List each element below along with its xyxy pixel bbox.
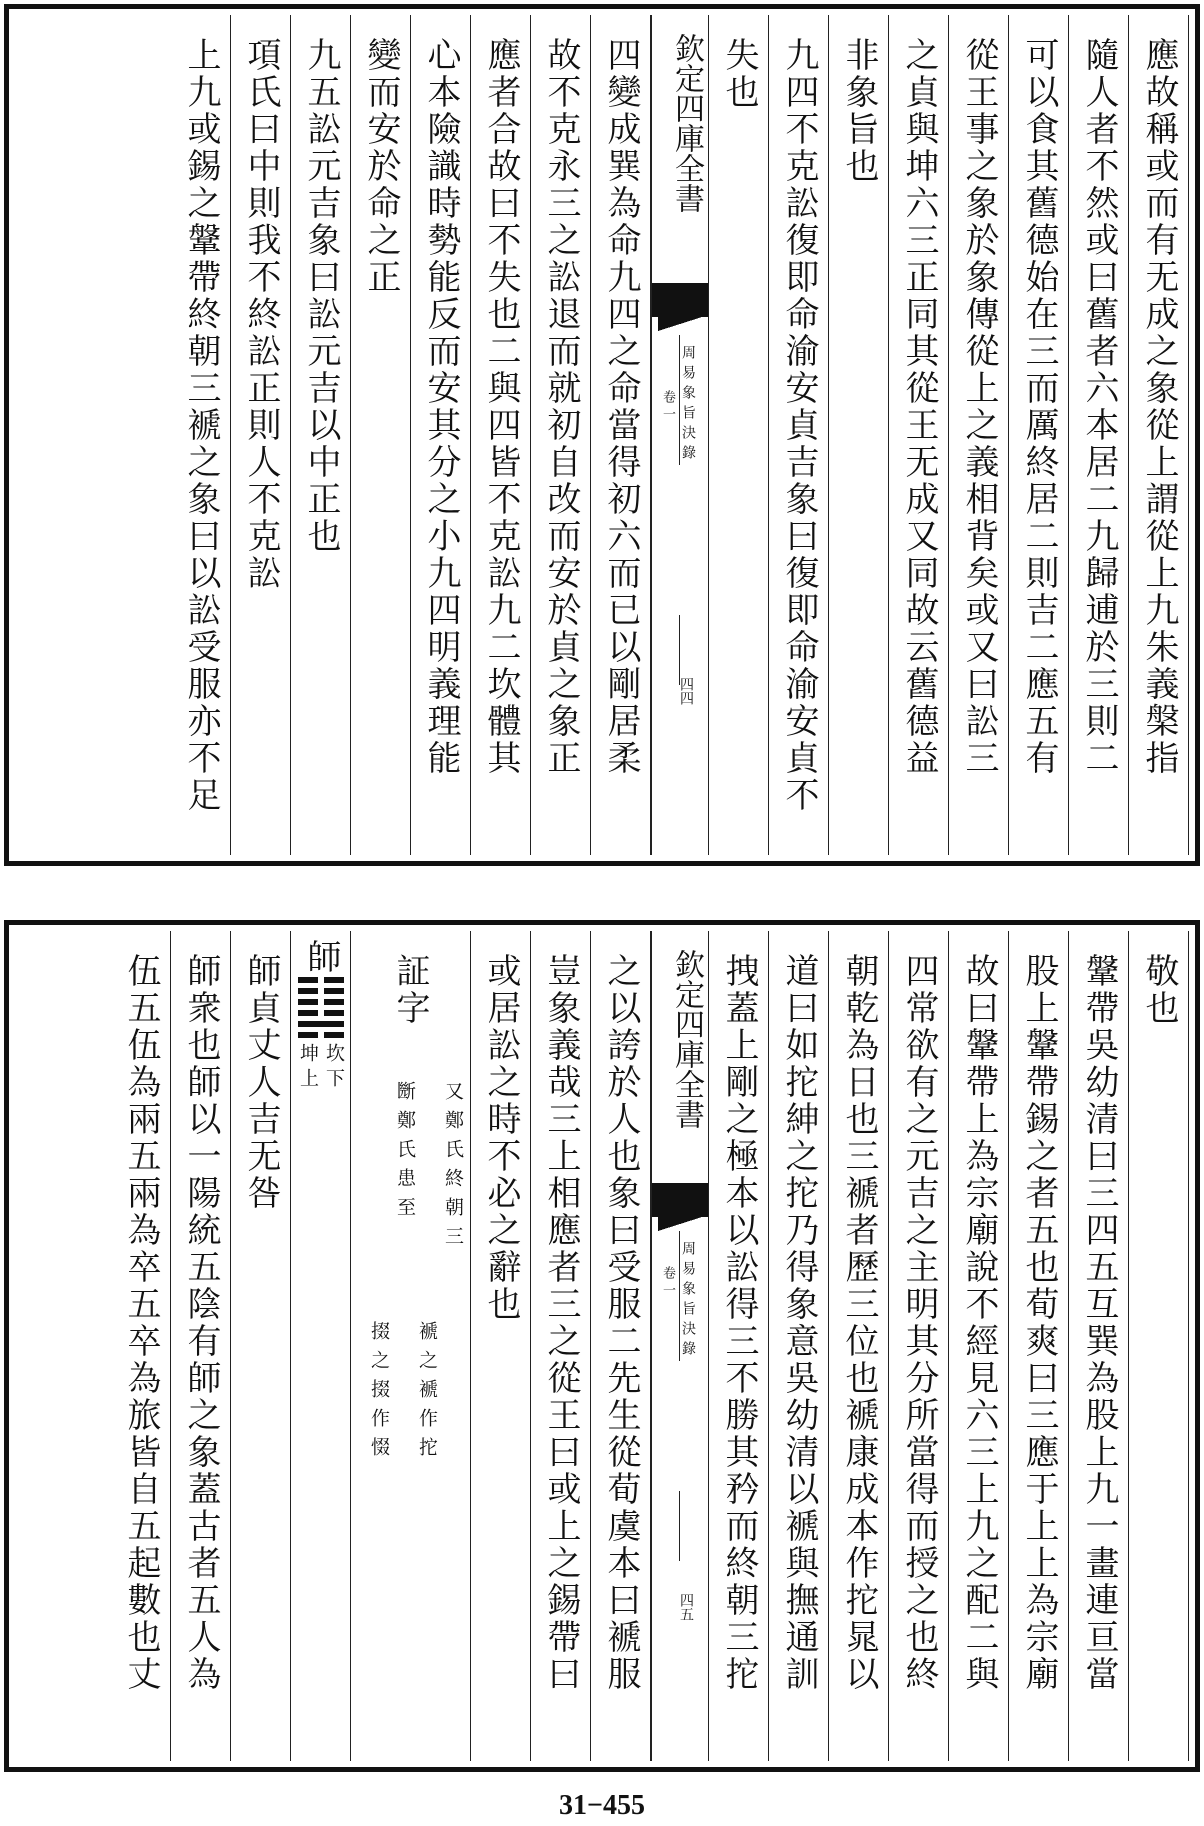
hexagram-line-yang bbox=[298, 1021, 344, 1027]
hexagram-shi-icon bbox=[298, 977, 344, 1043]
center-fold bbox=[651, 931, 709, 1761]
fold-line bbox=[679, 615, 680, 685]
text-column: 股上鞶帶錫之者五也荀爽曰三應于上上為宗廟 bbox=[1009, 931, 1069, 1761]
text-column: 豈象義哉三上相應者三之從王曰或上之錫帶曰 bbox=[531, 931, 591, 1761]
volume-label: 卷一 bbox=[660, 1266, 675, 1300]
bottom-page bbox=[0, 916, 1204, 1778]
hexagram-line-yin bbox=[298, 1010, 344, 1016]
text-column: 隨人者不然或曰舊者六本居二九歸逋於三則二 bbox=[1069, 15, 1129, 855]
annotation-column bbox=[351, 931, 471, 1761]
text-column: 可以食其舊德始在三而厲終居二則吉二應五有 bbox=[1009, 15, 1069, 855]
text-column: 變而安於命之正 bbox=[351, 15, 411, 855]
text-column: 心本險識時勢能反而安其分之小九四明義理能 bbox=[411, 15, 471, 855]
text-column: 故不克永三之訟退而就初自改而安於貞之象正 bbox=[531, 15, 591, 855]
hexagram-line-yin bbox=[298, 988, 344, 994]
fish-tail-mark bbox=[652, 283, 708, 317]
hexagram-line-yin bbox=[298, 999, 344, 1005]
text-column: 項氏曰中則我不終訟正則人不克訟 bbox=[231, 15, 291, 855]
text-column: 拽蓋上剛之極本以訟得三不勝其矜而終朝三拕 bbox=[709, 931, 769, 1761]
hexagram-line-yin bbox=[298, 977, 344, 983]
text-column: 上九或錫之鞶帶終朝三褫之象曰以訟受服亦不足 bbox=[171, 15, 231, 855]
bottom-page-frame bbox=[4, 920, 1200, 1772]
text-column: 朝乾為日也三褫者歷三位也褫康成本作拕晁以 bbox=[829, 931, 889, 1761]
running-title: 欽定四庫全書 bbox=[669, 949, 704, 1129]
text-column: 非象旨也 bbox=[829, 15, 889, 855]
fish-tail-mark bbox=[652, 1183, 708, 1217]
text-column: 伍五伍為兩五兩為卒五卒為旅皆自五起數也丈 bbox=[111, 931, 171, 1761]
text-column: 之以誇於人也象曰受服二先生從荀虞本曰褫服 bbox=[591, 931, 651, 1761]
text-column: 道曰如拕紳之拕乃得象意吳幼清以褫與撫通訓 bbox=[769, 931, 829, 1761]
text-column: 九五訟元吉象曰訟元吉以中正也 bbox=[291, 15, 351, 855]
folio-number: 四四 bbox=[678, 677, 694, 705]
lower-trigram-label: 坎下 bbox=[323, 1043, 345, 1093]
hexagram-column bbox=[291, 931, 351, 1761]
folio-number: 四五 bbox=[678, 1593, 694, 1621]
text-column: 四常欲有之元吉之主明其分所當得而授之也終 bbox=[889, 931, 949, 1761]
book-title: 周易象旨決錄 bbox=[680, 345, 696, 465]
top-page bbox=[0, 0, 1204, 872]
hexagram-line-yin bbox=[298, 1032, 344, 1038]
text-column: 應者合故曰不失也二與四皆不克訟九二坎體其 bbox=[471, 15, 531, 855]
fold-line bbox=[679, 1491, 680, 1561]
book-title: 周易象旨決錄 bbox=[680, 1241, 696, 1361]
hexagram-name: 師 bbox=[301, 939, 341, 976]
text-column: 九四不克訟復即命渝安貞吉象曰復即命渝安貞不 bbox=[769, 15, 829, 855]
text-column: 故曰鞶帶上為宗廟說不經見六三上九之配二與 bbox=[949, 931, 1009, 1761]
text-column: 失也 bbox=[709, 15, 769, 855]
text-column: 師衆也師以一陽統五陰有師之象蓋古者五人為 bbox=[171, 931, 231, 1761]
annotation-notes-left: 㫁鄭氏患至 掇之掇作惙 bbox=[368, 1081, 416, 1466]
text-column: 師貞丈人吉无咎 bbox=[231, 931, 291, 1761]
text-column: 之貞與坤六三正同其從王无成又同故云舊德益 bbox=[889, 15, 949, 855]
text-column: 從王事之象於象傳從上之義相背矣或又曰訟三 bbox=[949, 15, 1009, 855]
text-column: 應故稱或而有无成之象從上謂從上九朱義槃指 bbox=[1129, 15, 1189, 855]
page-footer-number: 31−455 bbox=[559, 1790, 645, 1821]
annotation-notes-right: 又鄭氏終朝三 褫之褫作拕 bbox=[416, 1081, 464, 1466]
running-title: 欽定四庫全書 bbox=[669, 33, 704, 213]
volume-label: 卷一 bbox=[660, 390, 675, 424]
text-column: 或居訟之時不必之辭也 bbox=[471, 931, 531, 1761]
upper-trigram-label: 坤上 bbox=[297, 1043, 319, 1093]
text-column: 四變成巽為命九四之命當得初六而已以剛居柔 bbox=[591, 15, 651, 855]
center-fold bbox=[651, 15, 709, 855]
text-column: 敬也 bbox=[1129, 931, 1189, 1761]
annotation-label: 証字 bbox=[390, 953, 430, 1027]
top-page-frame bbox=[4, 4, 1200, 866]
text-column: 鞶帶吳幼清曰三四五互巽為股上九一畫連亘當 bbox=[1069, 931, 1129, 1761]
